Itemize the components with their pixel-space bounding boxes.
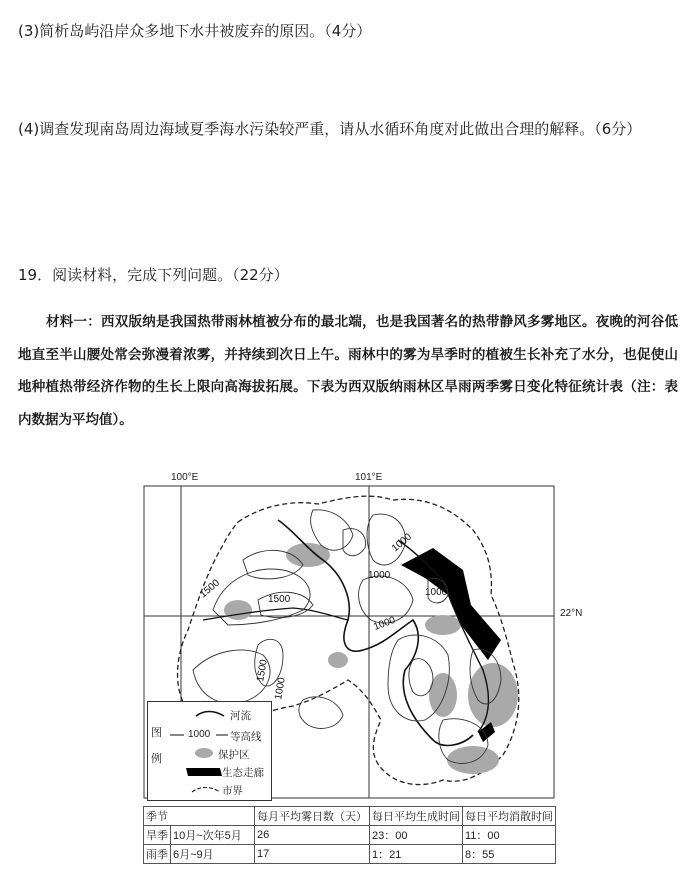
corridor-band-icon (186, 768, 222, 776)
dashed-boundary-icon (192, 788, 220, 793)
contour-label: 1000 (368, 570, 391, 581)
question-19: 19．阅读材料，完成下列问题。（22分） (18, 266, 289, 284)
legend-label-reserve: 保护区 (218, 749, 250, 761)
fog-stats-table (143, 806, 556, 864)
legend-label-boundary: 市界 (222, 785, 243, 797)
material-text: 材料一：西双版纳是我国热带雨林植被分布的最北端，也是我国著名的热带静风多雾地区。夜晚的河谷低地直至半山腰处常会弥漫着浓雾，并持续到次日上午。雨林中的雾为旱季时的植被生长补充了水分，也促使山地种植热带经济作物的生长上限向高海拔拓展。下表为西双版纳雨林区旱雨两季雾日变化特征统计表（注：表内数据为平均值）。 (18, 314, 678, 428)
lat-label-22: 22°N (560, 608, 583, 619)
river-line-icon (196, 712, 224, 717)
table-header-row (144, 807, 556, 826)
ecological-corridor (401, 548, 501, 660)
table-row (144, 845, 556, 864)
legend-label-corridor: 生态走廊 (222, 767, 264, 779)
legend-symbols (148, 702, 271, 800)
contour-label: 1500 (197, 577, 222, 601)
contour-sample-label: 1000 (188, 729, 211, 740)
table-cell: 旱季 (144, 826, 171, 845)
map-legend (147, 701, 272, 801)
contour-label: 1000 (372, 614, 397, 633)
contour-label: 1000 (273, 676, 288, 701)
legend-title-bottom: 例 (151, 753, 162, 765)
table-cell: 17 (255, 845, 370, 864)
table-header-cell: 每月平均雾日数（天） (255, 807, 370, 826)
question-3: (3)简析岛屿沿岸众多地下水井被废弃的原因。（4分） (18, 22, 372, 40)
table-cell: 26 (255, 826, 370, 845)
question-4: (4)调查发现南岛周边海域夏季海水污染较严重，请从水循环角度对此做出合理的解释。（6分） (18, 120, 642, 138)
contour-label: 1500 (255, 658, 270, 683)
lon-label-100: 100°E (171, 472, 199, 483)
material-one (18, 306, 678, 436)
table-cell: 6月~9月 (171, 845, 255, 864)
table-cell: 11：00 (463, 826, 556, 845)
table-header-cell: 每日平均消散时间 (463, 807, 556, 826)
table-cell: 23：00 (370, 826, 463, 845)
lon-label-101: 101°E (355, 472, 383, 483)
table-header-cell: 每日平均生成时间 (370, 807, 463, 826)
table-cell: 1：21 (370, 845, 463, 864)
table-header-cell: 季节 (144, 807, 255, 826)
contour-label: 1000 (389, 531, 414, 555)
table-cell: 10月~次年5月 (171, 826, 255, 845)
table-row (144, 826, 556, 845)
table-cell: 雨季 (144, 845, 171, 864)
contour-label: 1000 (425, 587, 448, 598)
legend-label-contour: 等高线 (230, 731, 262, 743)
legend-label-river: 河流 (230, 710, 251, 722)
contour-label: 1500 (268, 594, 291, 605)
reserve-blob-icon (195, 748, 213, 758)
table-cell: 8：55 (463, 845, 556, 864)
legend-title-top: 图 (151, 727, 162, 739)
